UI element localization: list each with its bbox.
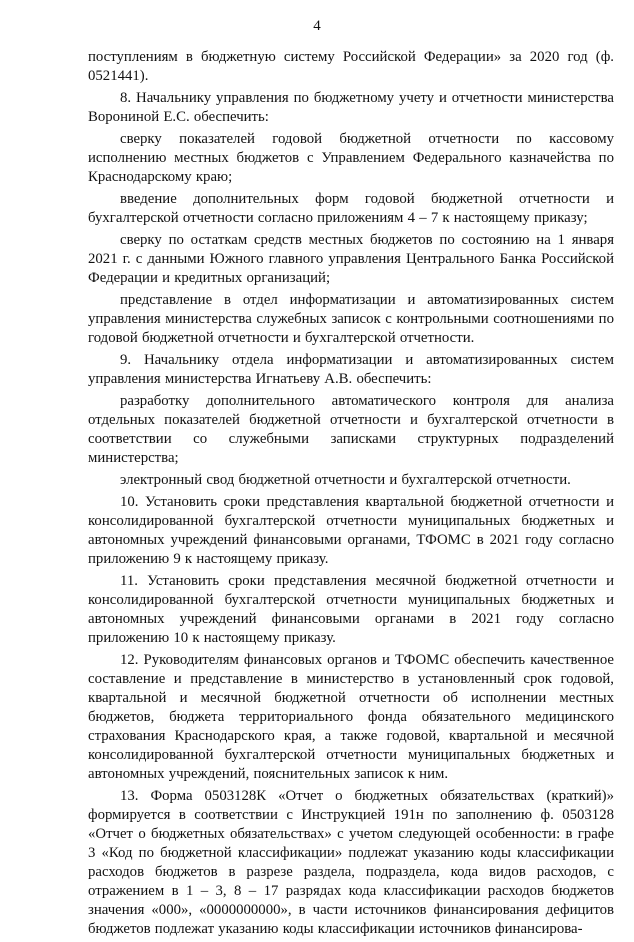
paragraph-item-9: 9. Начальнику отдела информатизации и автоматизированных систем управления министерства Игнатьеву А.В. обеспечить:: [88, 352, 614, 387]
paragraph-item-12: 12. Руководителям финансовых органов и ТФОМС обеспечить качественное составление и представление в министерство в установленный срок годовой, квартальной и месячной бюджетной отчетности об исполнении местных бюджетов, бюджета территориального фонда обязательного медицинского страхования Краснодарского края, а также годовой, квартальной и месячной консолидированной бухгалтерской отчетности муниципальных бюджетных и автономных учреждений, пояснительных записок к ним.: [88, 652, 614, 782]
paragraph-item-11: 11. Установить сроки представления месячной бюджетной отчетности и консолидированной бухгалтерской отчетности муниципальных бюджетных и автономных учреждений финансовыми органами в 2021 году согласно приложению 10 к настоящему приказу.: [88, 573, 614, 646]
paragraph-item-9-control: разработку дополнительного автоматического контроля для анализа отдельных показателей бюджетной отчетности и бухгалтерской отчетности в соответствии со служебными записками структурных подразделений министерства;: [88, 393, 614, 466]
paragraph-item-8-balances: сверку по остаткам средств местных бюджетов по состоянию на 1 января 2021 г. с данными Южного главного управления Центрального Банка Российской Федерации и кредитных организаций;: [88, 232, 614, 286]
paragraph-item-9-electronic: электронный свод бюджетной отчетности и бухгалтерской отчетности.: [120, 472, 571, 488]
paragraph-item-8-reconciliation: сверку показателей годовой бюджетной отчетности по кассовому исполнению местных бюджетов с Управлением Федерального казначейства по Краснодарскому краю;: [88, 131, 614, 185]
document-body: [88, 48, 614, 942]
paragraph-item-8-additional-forms: введение дополнительных форм годовой бюджетной отчетности и бухгалтерской отчетности согласно приложениям 4 – 7 к настоящему приказу;: [88, 191, 614, 226]
paragraph-item-8-memos: представление в отдел информатизации и автоматизированных систем управления министерства служебных записок с контрольными соотношениями по годовой бюджетной отчетности и бухгалтерской отчетности.: [88, 292, 614, 346]
page-number: 4: [313, 18, 321, 34]
paragraph-item-13: 13. Форма 0503128К «Отчет о бюджетных обязательствах (краткий)» формируется в соответствии с Инструкцией 191н по заполнению ф. 0503128 «Отчет о бюджетных обязательствах» с учетом следующей особенности: в графе 3 «Код по бюджетной классификации» подлежат указанию коды классификации расходов бюджетов в разрезе раздела, подраздела, кода видов расходов, с отражением в 1 – 3, 8 – 17 разрядах кода классификации расходов бюджетов значения «000», «0000000000», в части источников финансирования дефицитов бюджетов подлежат указанию коды классификации источников финансирова-: [88, 788, 614, 937]
paragraph-continuation: поступлениям в бюджетную систему Российской Федерации» за 2020 год (ф. 0521441).: [88, 49, 614, 84]
paragraph-item-10: 10. Установить сроки представления квартальной бюджетной отчетности и консолидированной бухгалтерской отчетности муниципальных бюджетных и автономных учреждений финансовыми органами, ТФОМС в 2021 году согласно приложению 9 к настоящему приказу.: [88, 494, 614, 567]
paragraph-item-8: 8. Начальнику управления по бюджетному учету и отчетности министерства Ворониной Е.С. обеспечить:: [88, 90, 614, 125]
